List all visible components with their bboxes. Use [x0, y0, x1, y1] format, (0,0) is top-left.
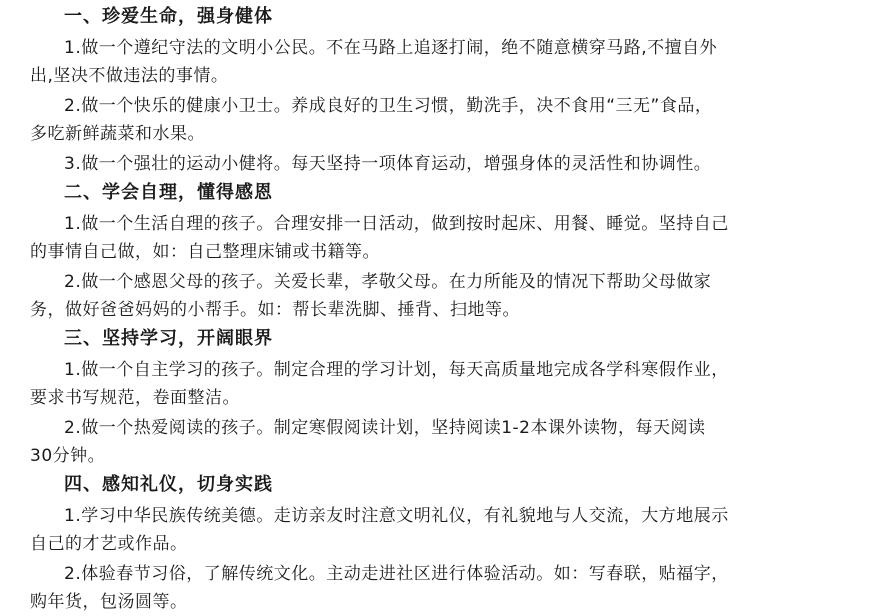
paragraph-line: 自己的才艺或作品。: [30, 534, 188, 554]
paragraph-line: 2.体验春节习俗，了解传统文化。主动走进社区进行体验活动。如：写春联，贴福字，: [64, 564, 729, 584]
paragraph: [30, 210, 857, 266]
paragraph: [30, 356, 857, 412]
paragraph: [30, 268, 857, 324]
paragraph-line: 1.做一个生活自理的孩子。合理安排一日活动，做到按时起床、用餐、睡觉。坚持自己: [64, 214, 729, 234]
paragraph: [30, 502, 857, 558]
paragraph-line: 务，做好爸爸妈妈的小帮手。如：帮长辈洗脚、捶背、扫地等。: [30, 300, 520, 320]
section-title: 一、珍爱生命，强身健体: [64, 6, 273, 27]
paragraph-line: 2.做一个感恩父母的孩子。关爱长辈，孝敬父母。在力所能及的情况下帮助父母做家: [64, 272, 712, 292]
paragraph-line: 2.做一个快乐的健康小卫士。养成良好的卫生习惯，勤洗手，决不食用“三无”食品，: [64, 96, 713, 116]
paragraph-line: 多吃新鲜蔬菜和水果。: [30, 124, 205, 144]
paragraph-line: 要求书写规范，卷面整洁。: [30, 388, 240, 408]
section-title: 三、坚持学习，开阔眼界: [64, 328, 273, 349]
paragraph: [30, 34, 857, 90]
paragraph-line: 1.学习中华民族传统美德。走访亲友时注意文明礼仪，有礼貌地与人交流，大方地展示: [64, 506, 729, 526]
section-4: [30, 472, 857, 616]
section-1: [30, 4, 857, 178]
section-3: [30, 326, 857, 470]
paragraph: [30, 150, 857, 178]
paragraph-line: 1.做一个遵纪守法的文明小公民。不在马路上追逐打闹，绝不随意横穿马路,不擅自外: [64, 38, 718, 58]
section-title: 四、感知礼仪，切身实践: [64, 474, 273, 495]
section-2: [30, 180, 857, 324]
paragraph-line: 30分钟。: [30, 446, 106, 466]
paragraph-line: 1.做一个自主学习的孩子。制定合理的学习计划，每天高质量地完成各学科寒假作业，: [64, 360, 729, 380]
paragraph-line: 2.做一个热爱阅读的孩子。制定寒假阅读计划，坚持阅读1-2本课外读物，每天阅读: [64, 418, 706, 438]
section-title: 二、学会自理，懂得感恩: [64, 182, 273, 203]
paragraph: [30, 92, 857, 148]
paragraph: [30, 414, 857, 470]
paragraph-line: 3.做一个强壮的运动小健将。每天坚持一项体育运动，增强身体的灵活性和协调性。: [64, 154, 712, 174]
paragraph-line: 出,坚决不做违法的事情。: [30, 66, 229, 86]
paragraph-line: 的事情自己做，如：自己整理床铺或书籍等。: [30, 242, 380, 262]
paragraph-line: 购年货，包汤圆等。: [30, 592, 188, 612]
